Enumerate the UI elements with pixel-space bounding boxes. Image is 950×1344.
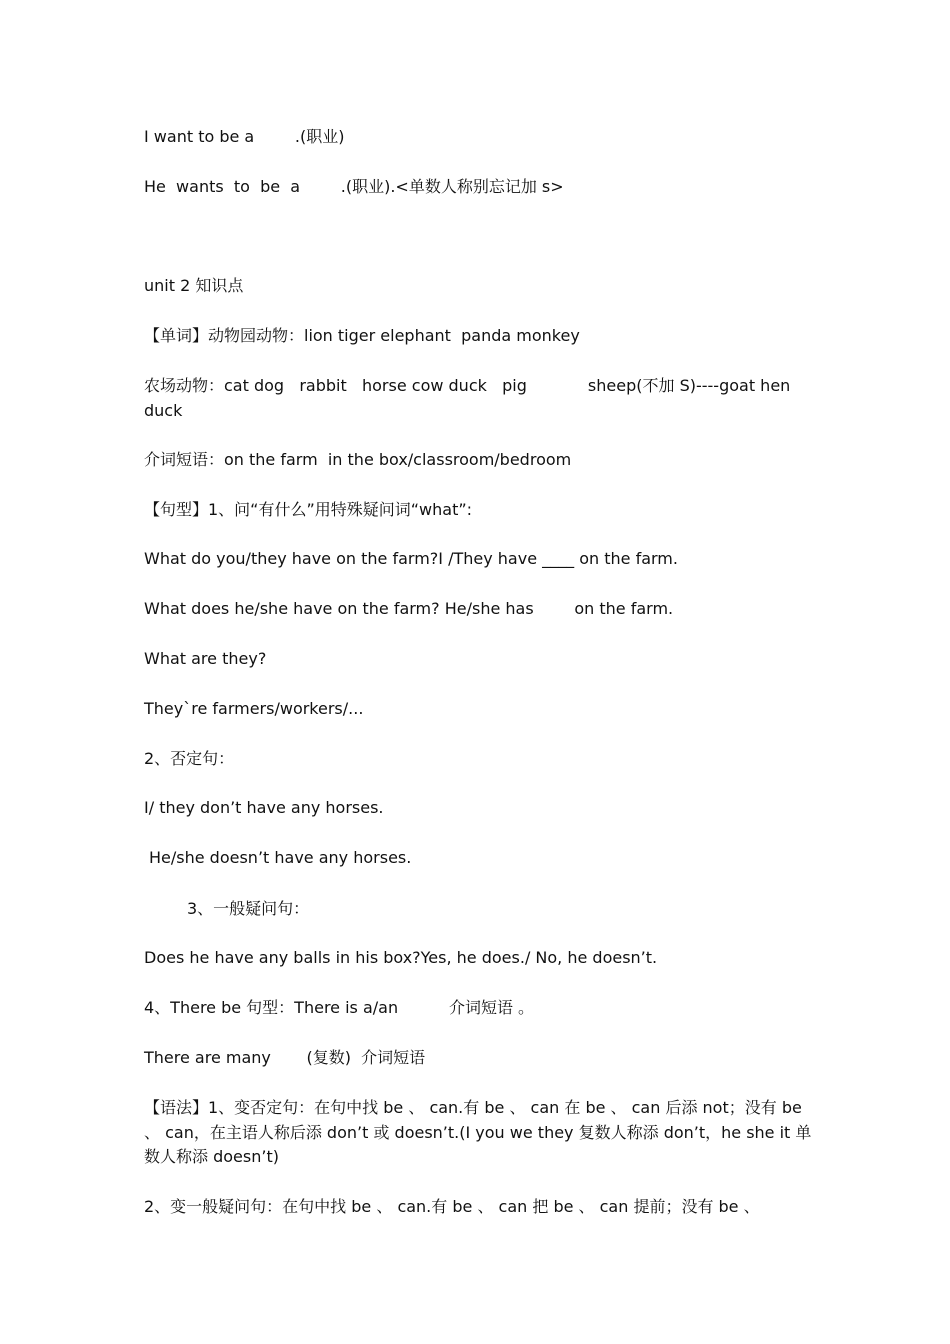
text-line-what-do-you-have: What do you/they have on the farm?I /They have ____ on the farm.	[144, 549, 678, 568]
text-line-they-dont-have: I/ they don’t have any horses.	[144, 798, 384, 817]
text-line-grammar-negative: 【语法】1、变否定句：在句中找 be 、 can.有 be 、 can 在 be 、 can 后添 not；没有 be 、 can，在主语人称后添 don’t 或 doesn’t.(I you we they 复数人称添 don’t，he she it 单数人称添 doesn’t)	[144, 1098, 812, 1166]
text-line-negative-heading: 2、否定句：	[144, 749, 235, 768]
text-line-what-are-they: What are they?	[144, 649, 267, 668]
text-line-job-i: I want to be a .(职业)	[144, 127, 345, 146]
text-line-prepositional-phrases: 介词短语：on the farm in the box/classroom/bedroom	[144, 450, 572, 469]
text-line-she-doesnt-have: He/she doesn’t have any horses.	[149, 848, 412, 867]
text-line-grammar-question: 2、变一般疑问句：在句中找 be 、 can.有 be 、 can 把 be 、 can 提前；没有 be 、	[144, 1197, 760, 1216]
text-line-they-are-farmers: They`re farmers/workers/...	[144, 699, 364, 718]
text-line-zoo-animals: 【单词】动物园动物：lion tiger elephant panda monkey	[144, 326, 580, 345]
text-line-there-are: There are many (复数) 介词短语	[144, 1048, 426, 1067]
text-line-what-does-he-have: What does he/she have on the farm? He/she has on the farm.	[144, 599, 674, 618]
text-line-yes-no-question-heading: 3、一般疑问句：	[187, 899, 310, 918]
text-line-does-he-have: Does he have any balls in his box?Yes, he does./ No, he doesn’t.	[144, 948, 658, 967]
text-line-sentence-patterns: 【句型】1、问“有什么”用特殊疑问词“what”:	[144, 500, 473, 519]
text-line-there-is: 4、There be 句型：There is a/an 介词短语 。	[144, 998, 535, 1017]
text-line-job-he: He wants to be a .(职业).<单数人称别忘记加 s>	[144, 177, 564, 196]
text-line-farm-animals: 农场动物：cat dog rabbit horse cow duck pig sheep(不加 S)----goat hen duck	[144, 376, 796, 420]
section-title-unit-2: unit 2 知识点	[144, 276, 244, 295]
